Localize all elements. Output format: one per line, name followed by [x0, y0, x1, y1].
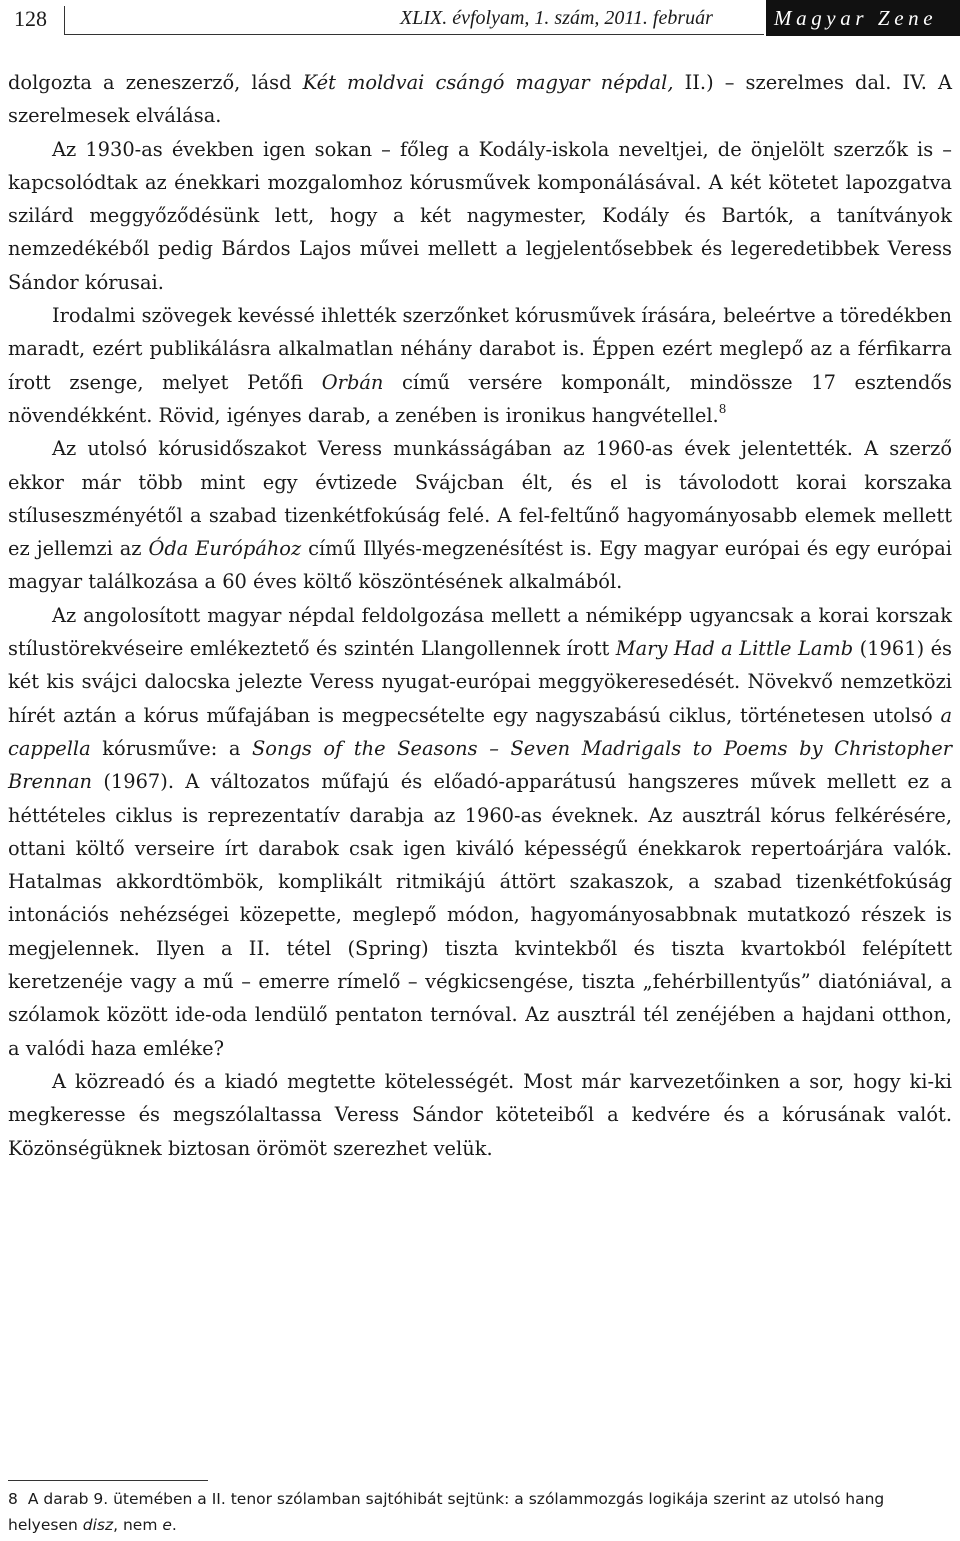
journal-title: Magyar Zene — [766, 0, 960, 36]
text-run: Az utolsó kórusidőszakot Veress munkásságában az 1960-as évek jelentették. A szerző ekkor már több mint egy évtizede Svájcban élt, és el is távolodott korai korszaka stíluseszményétől a szabad tizenkétfokúság felé. A fel-feltűnő hagyományosabb elemek mellett ez jellemzi az — [8, 437, 952, 561]
footnote — [8, 1486, 952, 1538]
text-run: A darab 9. ütemében a II. tenor szólamban sajtóhibát sejtünk: a szólammozgás logikája szerint az utolsó hang helyesen — [8, 1490, 885, 1534]
text-run: dolgozta a zeneszerző, lásd — [8, 71, 303, 94]
italic-text: Óda Európához — [148, 537, 302, 561]
paragraph — [8, 1065, 952, 1165]
italic-text: e — [162, 1516, 172, 1534]
italic-text: a cappella — [8, 703, 952, 760]
paragraph — [8, 599, 952, 1065]
article-body — [8, 66, 952, 1165]
header-horizontal-rule — [64, 34, 764, 35]
running-header — [0, 0, 960, 44]
paragraph — [8, 66, 952, 133]
text-run: Az angolosított magyar népdal feldolgozása mellett a némiképp ugyancsak a korai korszak stílustörekvéseire emlékeztető és szintén Llangollennek írott — [8, 603, 952, 661]
page-number: 128 — [14, 6, 47, 31]
text-run: című Illyés-megzenésítést is. Egy magyar európai és egy európai magyar találkozása a 60 éves költő köszöntésének alkalmából. — [8, 537, 952, 594]
footnote-number: 8 — [8, 1490, 18, 1508]
text-run: kórusműve: a — [90, 736, 253, 760]
text-run: (1961) és két kis svájci dalocska jelezte Veress nyugat-európai meggyökeresedését. Növekvő nemzetközi hírét aztán a kórus műfajában is megpecsételte egy nagyszabású ciklus, történetesen utolsó — [8, 637, 953, 727]
italic-text: Mary Had a Little Lamb — [615, 637, 854, 661]
italic-text: Két moldvai csángó magyar népdal, — [302, 71, 674, 94]
paragraph — [8, 432, 952, 598]
text-run: . — [171, 1516, 177, 1534]
italic-text: Orbán — [321, 370, 384, 394]
italic-text: disz — [82, 1516, 114, 1534]
footnote-ref: 8 — [718, 401, 727, 416]
footnote-text — [8, 1490, 884, 1534]
text-run: A közreadó és a kiadó megtette kötelességét. Most már karvezetőinken a sor, hogy ki-ki megkeresse és megszólaltassa Veress Sándor köteteiből a kedvére és a kórusának valót. Közönségüknek biztosan örömöt szerezhet velük. — [8, 1069, 952, 1160]
paragraph — [8, 133, 952, 299]
text-run: Az 1930-as években igen sokan – főleg a Kodály-iskola neveltjei, de önjelölt szerzők is – kapcsolódtak az énekkari mozgalomhoz kórusművek komponálásával. A két kötetet lapozgatva szilárd meggyőződésünk lett, hogy a két nagymester, Kodály és Bartók, a tanítványok nemzedékéből pedig Bárdos Lajos művei mellett a legjelentősebbek és legeredetibbek Veress Sándor kórusai. — [8, 137, 952, 294]
text-run: (1967). A változatos műfajú és előadó-apparátusú hangszeres művek mellett ez a héttételes ciklus is reprezentatív darabja az 1960-as éveknek. Az ausztrál kórus felkérésére, ottani költő verseire írt darabok csak igen kiváló képességű énekkarok repertoárjára valók. Hatalmas akkordtömbök, komplikált ritmikájú áttört szakaszok, a szabad tizenkétfokúság intonációs nehézségei közepette, meglepő módon, hagyományosabbnak mutatkozó részek is megjelennek. Ilyen a II. tétel (Spring) tiszta kvintekből és tiszta kvartokból felépített keretzenéje vagy a mű – emerre rímelő – végkicsengése, tiszta „fehérbillentyűs” diatóniával, a szólamok között ide-oda lendülő pentaton ternóval. Az ausztrál tél zenéjében a hajdani otthon, a valódi haza emléke? — [8, 770, 952, 1060]
paragraph — [8, 299, 952, 432]
text-run: Irodalmi szövegek kevéssé ihlették szerzőnket kórusművek írására, beleértve a töredékben maradt, ezért publikálásra alkalmatlan néhány darabot is. Éppen ezért meglepő az a férfikarra írott zsenge, melyet Petőfi — [8, 304, 952, 394]
text-run: című versére komponált, mindössze 17 esztendős növendékként. Rövid, igényes darab, a zenében is ironikus hangvétellel. — [8, 370, 952, 427]
text-run: II.) – szerelmes dal. IV. A szerelmesek elválása. — [8, 71, 953, 128]
italic-text: Songs of the Seasons – Seven Madrigals to Poems by Christopher Brennan — [8, 736, 952, 794]
footnote-rule — [8, 1480, 208, 1481]
issue-info: XLIX. évfolyam, 1. szám, 2011. február — [400, 7, 713, 29]
text-run: , nem — [113, 1516, 163, 1534]
header-vertical-rule — [64, 6, 65, 34]
